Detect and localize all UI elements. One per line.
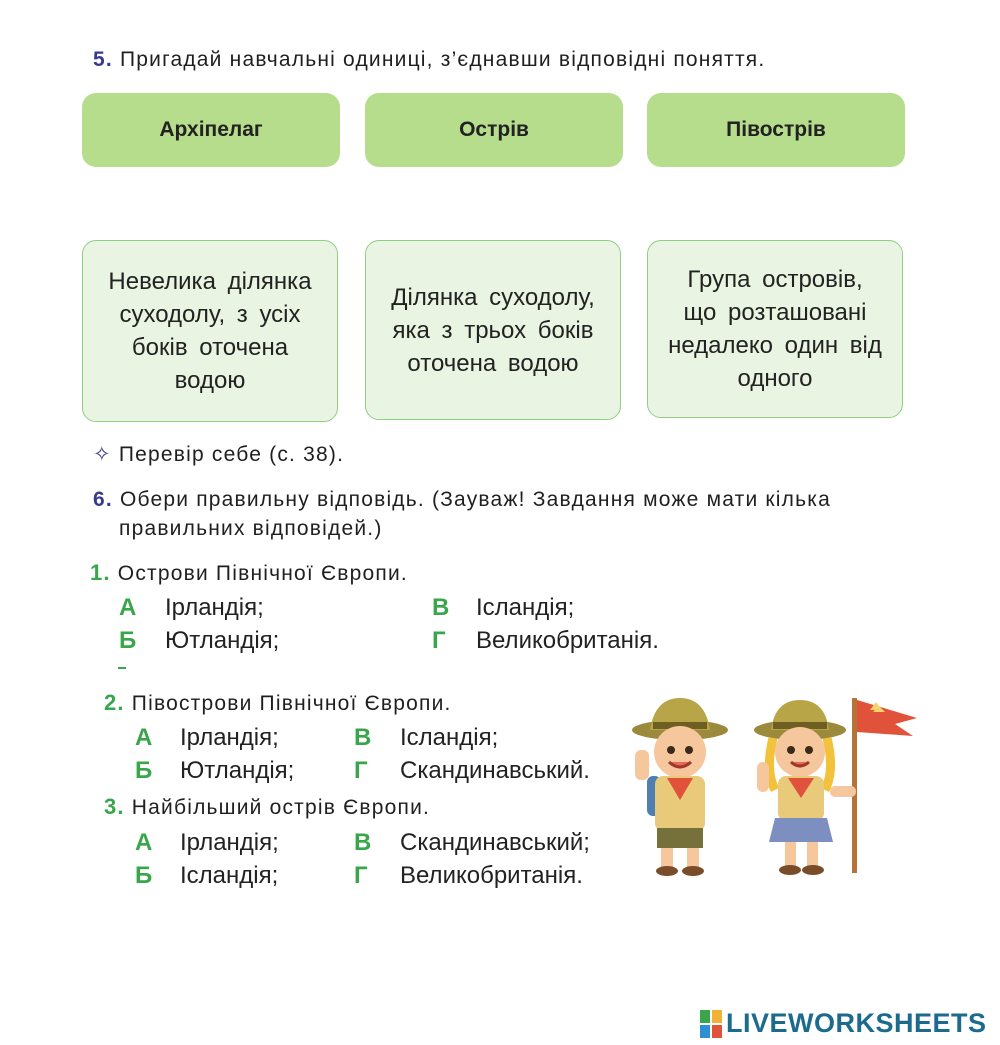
girl-scout: [754, 700, 856, 875]
question-text: Півострови Північної Європи.: [131, 692, 452, 715]
q2-option-g[interactable]: Скандинавський.: [400, 757, 590, 784]
divider-mark: [118, 667, 126, 669]
check-yourself: [93, 442, 344, 467]
logo-text: LIVEWORKSHEETS: [726, 1008, 987, 1038]
q1-option-a-letter[interactable]: А: [119, 594, 137, 621]
task6-text-line1: Обери правильну відповідь. (Зауваж! Завдання може мати кілька: [119, 488, 831, 511]
q3-option-v-letter[interactable]: В: [354, 829, 372, 856]
boy-scout: [632, 698, 728, 876]
q2-option-b[interactable]: Ютландія;: [180, 757, 295, 784]
question-number: 1.: [90, 560, 111, 585]
question-2-title: [104, 690, 452, 716]
definition-box-3[interactable]: [647, 240, 903, 418]
q3-option-a-letter[interactable]: А: [135, 829, 153, 856]
q3-option-g[interactable]: Великобританія.: [400, 862, 583, 889]
q3-option-b-letter[interactable]: Б: [135, 862, 153, 889]
task6-text-line2: правильних відповідей.): [119, 517, 383, 540]
definition-text: Ділянка суходолу, яка з трьох боків оточена водою: [391, 283, 595, 377]
q2-option-v[interactable]: Ісландія;: [400, 724, 499, 751]
q2-option-v-letter[interactable]: В: [354, 724, 372, 751]
definition-text: Група островів, що розташовані недалеко один від одного: [668, 266, 882, 392]
q1-option-g[interactable]: Великобританія.: [476, 627, 659, 654]
q3-option-a[interactable]: Ірландія;: [180, 829, 279, 856]
question-1-title: [90, 560, 408, 586]
q3-option-v[interactable]: Скандинавський;: [400, 829, 590, 856]
liveworksheets-logo: [700, 1008, 987, 1039]
q1-option-b-letter[interactable]: Б: [119, 627, 137, 654]
q2-option-g-letter[interactable]: Г: [354, 757, 368, 784]
question-text: Острови Північної Європи.: [117, 562, 408, 585]
q1-option-a[interactable]: Ірландія;: [165, 594, 264, 621]
logo-icon: [700, 1010, 722, 1038]
question-text: Найбільший острів Європи.: [131, 796, 431, 819]
term-label: Півострів: [726, 118, 826, 141]
q3-option-b[interactable]: Ісландія;: [180, 862, 279, 889]
q1-option-v[interactable]: Ісландія;: [476, 594, 575, 621]
term-label: Архіпелаг: [159, 118, 263, 141]
sparkle-icon: ✧: [93, 443, 112, 466]
question-number: 3.: [104, 794, 125, 819]
q1-option-g-letter[interactable]: Г: [432, 627, 446, 654]
question-3-title: [104, 794, 430, 820]
q2-option-a[interactable]: Ірландія;: [180, 724, 279, 751]
task5-number: 5.: [93, 48, 113, 71]
flag-icon: [852, 698, 917, 873]
check-yourself-text: Перевір себе (с. 38).: [118, 443, 345, 466]
scouts-illustration: [625, 690, 925, 885]
question-number: 2.: [104, 690, 125, 715]
q3-option-g-letter[interactable]: Г: [354, 862, 368, 889]
definition-text: Невелика ділянка суходолу, з усіх боків оточена водою: [108, 268, 312, 394]
q1-option-b[interactable]: Ютландія;: [165, 627, 280, 654]
task6-number: 6.: [93, 488, 113, 511]
q2-option-a-letter[interactable]: А: [135, 724, 153, 751]
term-box-island[interactable]: [365, 93, 623, 167]
task5-header: [93, 48, 765, 72]
definition-box-2[interactable]: [365, 240, 621, 420]
term-box-peninsula[interactable]: [647, 93, 905, 167]
q2-option-b-letter[interactable]: Б: [135, 757, 153, 784]
definition-box-1[interactable]: [82, 240, 338, 422]
term-box-archipelago[interactable]: [82, 93, 340, 167]
task6-header: [93, 488, 913, 512]
q1-option-v-letter[interactable]: В: [432, 594, 450, 621]
term-label: Острів: [459, 118, 529, 141]
task5-text: Пригадай навчальні одиниці, з’єднавши відповідні поняття.: [119, 48, 766, 71]
